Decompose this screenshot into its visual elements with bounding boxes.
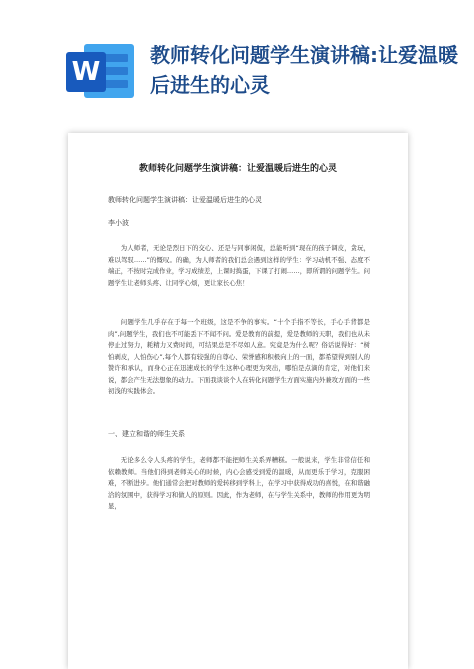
paragraph-problem: 问题学生几乎存在于每一个班级，这是不争的事实。“十个手指不等长，手心手背都是肉”,问题学生，我们也不可能丢下不闻不问。爱是教育的前提，爱是教师的天职，我们也从未停止过努力，耗精力又费时间，可结果总是不尽如人意。究竟是为什么呢？俗话说得好：“树怕剥皮，人怕伤心”,每个人都有较强的自尊心、荣誉感和积极向上的一面，都希望得到别人的赞许和承认，而身心正在迅速成长的学生这种心理更为突出，哪怕是点滴的肯定，对他们来说，都会产生无法想象的动力。下面我谈谈个人在转化问题学生方面实施内外兼攻方面的一些初浅的实践体会。	[108, 318, 371, 395]
paragraph-intro: 为人师者，无论是烈日下的交心、还是与同事闲侃，总能听到“现在的孩子调皮，贪玩，难以驾驭……”的慨叹。的确，为人师者的我们总会遇到这样的学生：学习动机不强、态度不端正，不按时完成作业，学习成绩差，上课时捣蛋，下课了打闹……，即所谓的问题学生。问题学生让老师头疼、让同学心烦，更让家长心焦！	[108, 244, 371, 287]
document-author: 李小波	[108, 219, 129, 227]
banner-title: 教师转化问题学生演讲稿:让爱温暖后进生的心灵	[150, 43, 458, 97]
word-icon-letter: W	[66, 52, 106, 92]
header-banner	[0, 0, 474, 135]
word-app-icon	[66, 42, 136, 100]
document-title: 教师转化问题学生演讲稿：让爱温暖后进生的心灵	[138, 164, 337, 174]
paragraph-relationship: 无论多么令人头疼的学生，老师都不能把师生关系弄糟糕。一般说来，学生非常信任和依赖教师。当他们得到老师关心的时候，内心会感受到爱的温暖，从而更乐于学习，克服困难，不断进步。他们通常会把对教师的爱转移到学科上，在学习中获得成功的喜悦，在和谐融洽的氛围中，获得学习和做人的原则。因此，作为老师，在与学生关系中，教师的作用更为明显，	[108, 456, 371, 510]
document-subtitle: 教师转化问题学生演讲稿：让爱温暖后进生的心灵	[108, 196, 262, 204]
document-page	[68, 133, 408, 669]
section-heading: 一、建立和谐的师生关系	[108, 430, 185, 438]
